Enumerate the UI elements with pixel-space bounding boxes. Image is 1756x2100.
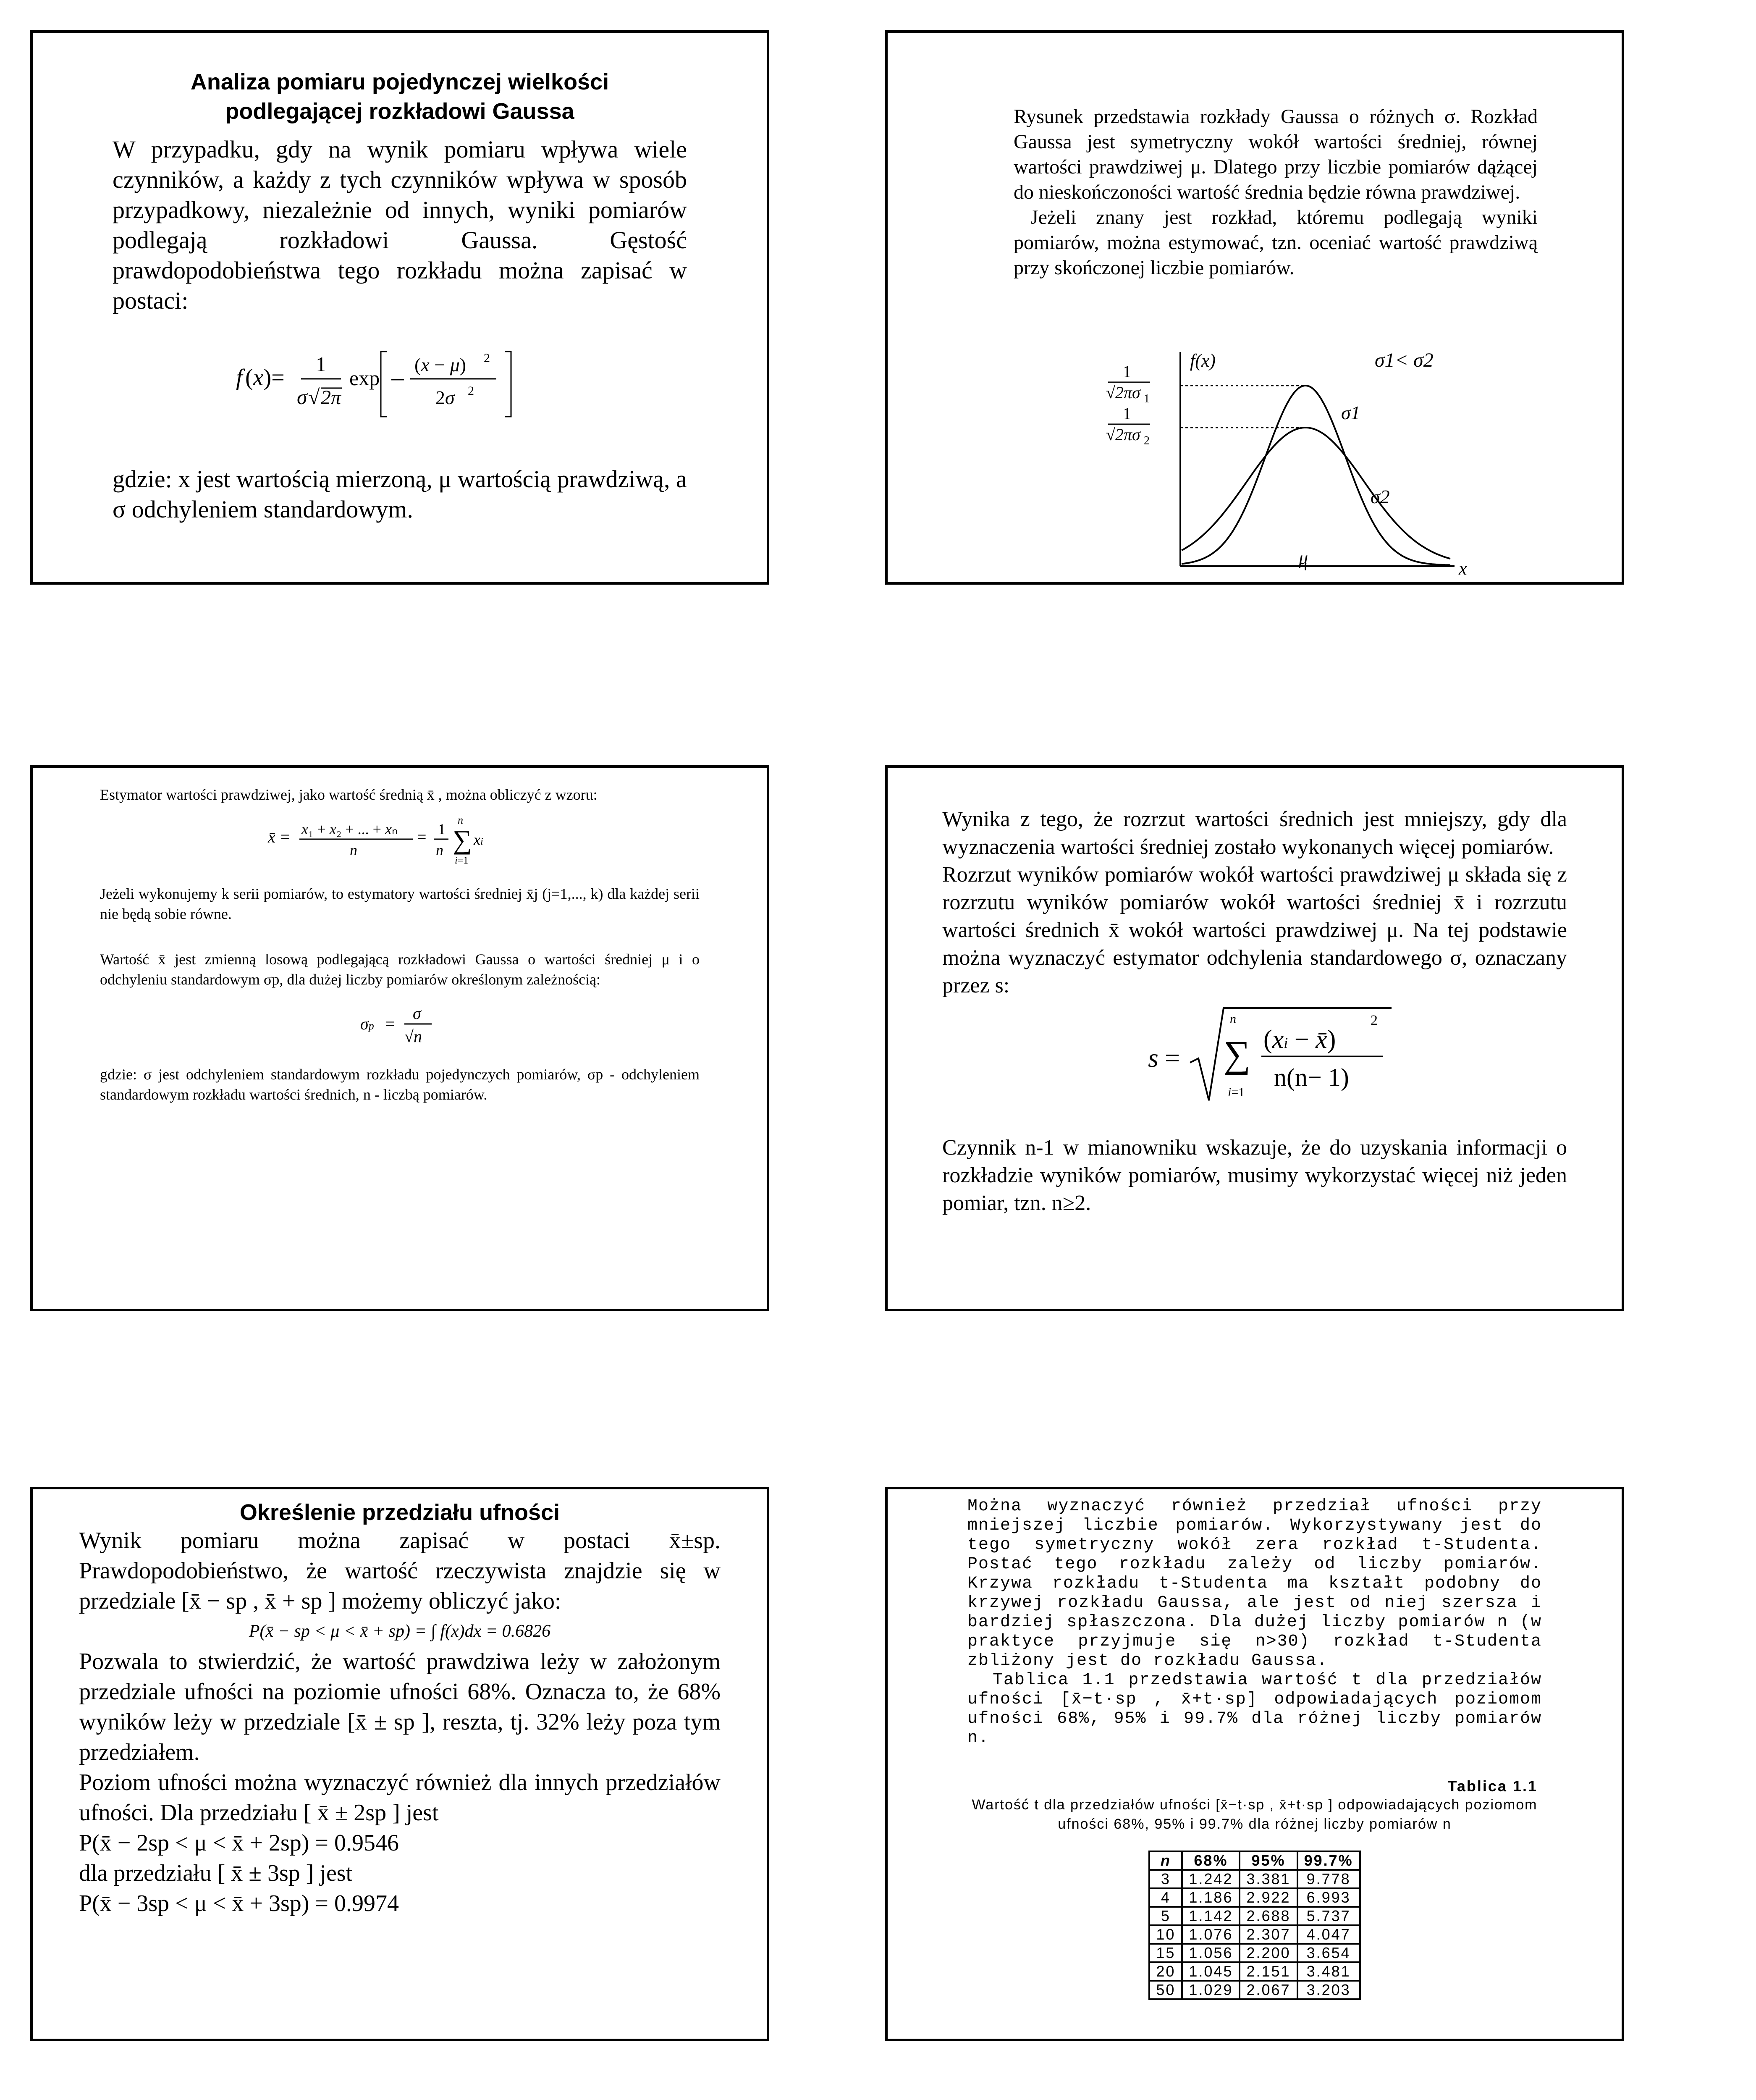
- table-row: [1149, 1888, 1360, 1907]
- gauss-density-formula: [33, 341, 767, 426]
- table-cell: 2.151: [1240, 1962, 1297, 1981]
- table-cell: 3.381: [1240, 1870, 1297, 1888]
- table-cell: 3.203: [1297, 1981, 1360, 1999]
- plot-peak2-label: [1106, 404, 1150, 447]
- table-title: Tablica 1.1: [1447, 1777, 1538, 1795]
- plot-mu: μ: [1298, 548, 1308, 568]
- slide6-p1: Można wyznaczyć również przedział ufności przy mniejszej liczbie pomiarów. Wykorzystywany jest do tego symetryczny wokół zera rozkład t-Studenta. Postać tego rozkładu zależy od liczby pomiarów. Krzywa rozkładu t-Studenta ma kształt podobny do krzywej rozkładu Gaussa, ale jest od niej szersza i bardziej spłaszczona. Dla dużej liczby pomiarów n (w praktyce przyjmuje się n>30) rozkład t-Studenta zbliżony jest do rozkładu Gaussa.: [967, 1497, 1542, 1670]
- slide6-p2: Tablica 1.1 przedstawia wartość t dla przedziałów ufności [x̄−t·sp , x̄+t·sp] odpowiadających poziomom ufności 68%, 95% i 99.7% dla różnej liczby pomiarów n.: [967, 1671, 1542, 1748]
- slide1-body: W przypadku, gdy na wynik pomiaru wpływa wiele czynników, a każdy z tych czynników wpływa w sposób przypadkowy, niezależnie od innych, wyniki pomiarów podlegają rozkładowi Gaussa. Gęstość prawdopodobieństwa tego rozkładu można zapisać w postaci:: [113, 136, 687, 314]
- svg-text:=: =: [1165, 1043, 1180, 1073]
- table-cell: 3: [1149, 1870, 1182, 1888]
- svg-text:n: n: [436, 842, 443, 858]
- table-row: [1149, 1981, 1360, 1999]
- svg-text:1: 1: [316, 352, 326, 376]
- table-header-cell: n: [1149, 1851, 1182, 1870]
- table-cell: 10: [1149, 1925, 1182, 1944]
- table-cell: 4.047: [1297, 1925, 1360, 1944]
- table-cell: 2.307: [1240, 1925, 1297, 1944]
- svg-text:1: 1: [1144, 392, 1150, 405]
- table-row: [1149, 1962, 1360, 1981]
- slide5-eq1: P(x̄ − sp < μ < x̄ + sp) = ∫ f(x)dx = 0.6826: [249, 1622, 551, 1641]
- svg-text:x̄: x̄: [268, 827, 275, 846]
- table-header-row: [1149, 1851, 1360, 1870]
- slide5-p1: Wynik pomiaru można zapisać w postaci x̄±sp. Prawdopodobieństwo, że wartość rzeczywista znajdzie się w przedziale [x̄ − sp , x̄ + sp ] możemy obliczyć jako:: [79, 1528, 721, 1614]
- svg-text:n: n: [350, 842, 357, 858]
- svg-text:f: f: [236, 365, 243, 391]
- slide2-paragraph: Jeżeli znany jest rozkład, któremu podlegają wyniki pomiarów, można estymować, tzn. oceniać wartość prawdziwą przy skończonej liczbie pomiarów.: [1014, 206, 1538, 279]
- gauss-curve-sigma1: [1182, 386, 1450, 565]
- svg-text:i=1: i=1: [455, 855, 469, 866]
- svg-text:=: =: [417, 827, 427, 846]
- slide5-p3: Poziom ufności można wyznaczyć również dla innych przedziałów ufności. Dla przedziału [ x̄ ± 2sp ] jest: [79, 1769, 721, 1826]
- mean-formula: [33, 805, 772, 872]
- slide-std-estimator: [885, 765, 1624, 1311]
- slide1-title: Analiza pomiaru pojedynczej wielkości podlegającej rozkładowi Gaussa: [190, 69, 609, 124]
- table-cell: 1.186: [1182, 1888, 1240, 1907]
- plot-xlabel: x: [1459, 558, 1467, 579]
- svg-text:i=1: i=1: [1228, 1085, 1245, 1099]
- svg-text:1: 1: [1123, 362, 1131, 381]
- svg-text:2: 2: [468, 384, 474, 398]
- svg-text:exp: exp: [349, 366, 380, 390]
- table-cell: 1.056: [1182, 1944, 1240, 1962]
- slide-gauss-analysis: [30, 30, 769, 585]
- table-header-cell: 99.7%: [1297, 1851, 1360, 1870]
- slide1-where: gdzie: x jest wartością mierzoną, μ wartością prawdziwą, a σ odchyleniem standardowym.: [113, 465, 687, 523]
- plot-curve2-label: σ2: [1371, 486, 1390, 507]
- svg-text:1: 1: [1123, 404, 1131, 423]
- svg-text:n: n: [1230, 1012, 1236, 1026]
- table-cell: 2.688: [1240, 1907, 1297, 1925]
- svg-text:n(n− 1): n(n− 1): [1274, 1063, 1349, 1091]
- table-cell: 2.200: [1240, 1944, 1297, 1962]
- gauss-plot: [888, 344, 1627, 579]
- slide4-p1: Wynika z tego, że rozrzut wartości średnich jest mniejszy, gdy dla wyznaczenia wartości średniej zostało wykonanych więcej pomiarów.: [942, 807, 1567, 859]
- plot-condition: σ1< σ2: [1375, 349, 1434, 371]
- svg-text:2: 2: [1144, 434, 1150, 447]
- svg-text:n: n: [458, 814, 463, 826]
- svg-text:=: =: [385, 1014, 395, 1033]
- slide2-paragraph: Rysunek przedstawia rozkłady Gaussa o różnych σ. Rozkład Gaussa jest symetryczny wokół wartości średniej, równej wartości prawdziwej μ. Dlatego przy liczbie pomiarów dążącej do nieskończoności wartość średnia będzie równa prawdziwej.: [1014, 105, 1538, 203]
- slide3-p3: Wartość x̄ jest zmienną losową podlegającą rozkładowi Gaussa o wartości średniej μ i o odchyleniu standardowym σp, dla dużej liczby pomiarów określonym zależnością:: [100, 951, 700, 988]
- table-cell: 2.067: [1240, 1981, 1297, 1999]
- t-student-table: [1148, 1851, 1360, 2000]
- svg-text:√n: √n: [404, 1027, 422, 1046]
- slide5-title: Określenie przedziału ufności: [239, 1500, 560, 1525]
- svg-text:1: 1: [438, 821, 446, 837]
- table-cell: 6.993: [1297, 1888, 1360, 1907]
- slide4-p2: Rozrzut wyników pomiarów wokół wartości prawdziwej μ składa się z rozrzutu wyników pomiarów wokół wartości średniej x̄ i rozrzutu wartości średnich x̄ wokół wartości prawdziwej μ. Na tej podstawie można wyznaczyć estymator odchylenia standardowego σ, oznaczany przez s:: [942, 863, 1567, 998]
- svg-text:√: √: [308, 385, 320, 409]
- slide3-p2: Jeżeli wykonujemy k serii pomiarów, to estymatory wartości średniej x̄j (j=1,..., k) dla każdej serii nie będą sobie równe.: [100, 885, 700, 922]
- table-cell: 5.737: [1297, 1907, 1360, 1925]
- slide5-p2: Pozwala to stwierdzić, że wartość prawdziwa leży w założonym przedziale ufności na poziomie ufności 68%. Oznacza to, że 68% wyników leży w przedziale [x̄ ± sp ], reszta, tj. 32% leży poza tym przedziałem.: [79, 1648, 721, 1765]
- slide-mean-estimator: [30, 765, 769, 1311]
- table-row: [1149, 1944, 1360, 1962]
- table-cell: 20: [1149, 1962, 1182, 1981]
- table-cell: 1.242: [1182, 1870, 1240, 1888]
- svg-text:=: =: [280, 827, 290, 846]
- slide-t-student: [885, 1487, 1624, 2041]
- table-cell: 1.142: [1182, 1907, 1240, 1925]
- svg-text:σ: σ: [297, 385, 307, 409]
- table-cell: 1.029: [1182, 1981, 1240, 1999]
- svg-text:σ: σ: [413, 1004, 421, 1023]
- table-header-cell: 68%: [1182, 1851, 1240, 1870]
- table-row: [1149, 1870, 1360, 1888]
- slide3-p1: Estymator wartości prawdziwej, jako wartość średnią x̄ , można obliczyć z wzoru:: [100, 786, 598, 803]
- svg-text:∑: ∑: [1224, 1034, 1251, 1075]
- svg-text:2: 2: [1371, 1013, 1378, 1028]
- slide-gauss-sigma: [885, 30, 1624, 585]
- svg-text:σp: σp: [360, 1014, 374, 1033]
- table-header-cell: 95%: [1240, 1851, 1297, 1870]
- table-cell: 1.045: [1182, 1962, 1240, 1981]
- table-cell: 4: [1149, 1888, 1182, 1907]
- svg-text:∑: ∑: [453, 825, 472, 855]
- svg-text:√2πσ: √2πσ: [1106, 383, 1140, 402]
- svg-text:(x − μ): (x − μ): [414, 354, 467, 375]
- svg-text:(x)=: (x)=: [245, 365, 285, 391]
- svg-text:√2πσ: √2πσ: [1106, 425, 1140, 444]
- plot-ylabel: f(x): [1190, 350, 1216, 371]
- table-cell: 50: [1149, 1981, 1182, 1999]
- slide5-eq3: P(x̄ − 3sp < μ < x̄ + 3sp) = 0.9974: [79, 1890, 399, 1916]
- table-cell: 1.076: [1182, 1925, 1240, 1944]
- table-caption: Wartość t dla przedziałów ufności [x̄−t·sp , x̄+t·sp ] odpowiadających poziomom ufności 68%, 95% i 99.7% dla różnej liczby pomiarów n: [972, 1797, 1538, 1832]
- table-cell: 15: [1149, 1944, 1182, 1962]
- table-cell: 2.922: [1240, 1888, 1297, 1907]
- table-cell: 5: [1149, 1907, 1182, 1925]
- s-formula: [888, 1000, 1627, 1109]
- slide5-p4: dla przedziału [ x̄ ± 3sp ] jest: [79, 1860, 353, 1886]
- slide5-eq2: P(x̄ − 2sp < μ < x̄ + 2sp) = 0.9546: [79, 1830, 399, 1856]
- sigma-p-formula: [33, 990, 772, 1053]
- slide3-p4: gdzie: σ jest odchyleniem standardowym rozkładu pojedynczych pomiarów, σp - odchyleniem standardowym rozkładu wartości średnich, n - liczbą pomiarów.: [100, 1066, 700, 1103]
- svg-text:(xi − x̄): (xi − x̄): [1263, 1025, 1336, 1054]
- svg-text:2: 2: [484, 351, 490, 365]
- svg-text:2π: 2π: [321, 386, 341, 409]
- plot-peak1-label: [1106, 362, 1150, 405]
- slide2-body: [1014, 104, 1538, 281]
- plot-curve1-label: σ1: [1341, 402, 1360, 423]
- slide4-p3: Czynnik n-1 w mianowniku wskazuje, że do uzyskania informacji o rozkładzie wyników pomiarów, musimy wykorzystać więcej niż jeden pomiar, tzn. n≥2.: [942, 1136, 1567, 1215]
- table-row: [1149, 1907, 1360, 1925]
- svg-text:s: s: [1148, 1043, 1158, 1073]
- table-cell: 9.778: [1297, 1870, 1360, 1888]
- slide-confidence-interval: [30, 1487, 769, 2041]
- svg-text:xi: xi: [474, 831, 483, 848]
- table-cell: 3.481: [1297, 1962, 1360, 1981]
- table-cell: 3.654: [1297, 1944, 1360, 1962]
- gauss-curve-sigma2: [1182, 428, 1450, 559]
- svg-text:x₁ + x₂ + ... + xₙ: x₁ + x₂ + ... + xₙ: [301, 821, 398, 837]
- table-row: [1149, 1925, 1360, 1944]
- svg-text:2σ: 2σ: [435, 387, 455, 408]
